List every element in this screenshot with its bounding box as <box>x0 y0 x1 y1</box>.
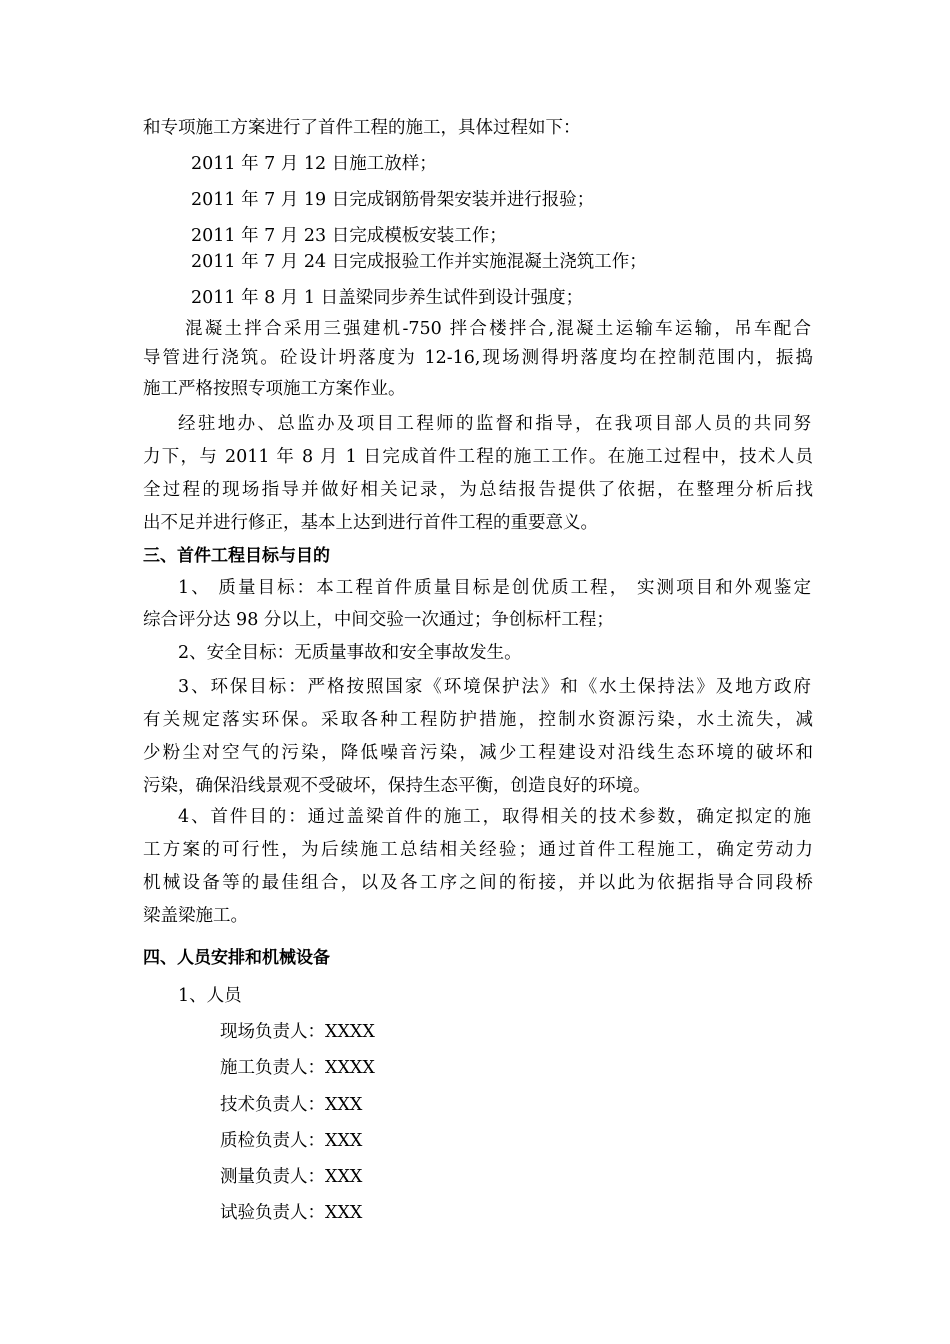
timeline-item: 2011 年 7 月 24 日完成报验工作并实施混凝土浇筑工作； <box>191 252 647 272</box>
personnel-item: 现场负责人：XXXX <box>220 1022 375 1042</box>
paragraph-line: 出不足并进行修正，基本上达到进行首件工程的重要意义。 <box>143 513 598 533</box>
personnel-item: 测量负责人：XXX <box>220 1167 363 1187</box>
subsection-title: 1、人员 <box>178 986 242 1006</box>
timeline-item: 2011 年 7 月 19 日完成钢筋骨架安装并进行报验； <box>191 190 595 210</box>
paragraph-line: 施工严格按照专项施工方案作业。 <box>143 379 406 399</box>
paragraph-line: 经驻地办、总监办及项目工程师的监督和指导，在我项目部人员的共同努 <box>178 414 811 434</box>
personnel-item: 技术负责人：XXX <box>220 1095 363 1115</box>
personnel-item: 试验负责人：XXX <box>220 1203 363 1223</box>
paragraph-line: 4、首件目的：通过盖梁首件的施工，取得相关的技术参数，确定拟定的施 <box>178 807 811 827</box>
section-heading: 三、首件工程目标与目的 <box>143 546 330 566</box>
paragraph-line: 有关规定落实环保。采取各种工程防护措施，控制水资源污染，水土流失，减 <box>143 710 813 730</box>
paragraph-line: 机械设备等的最佳组合，以及各工序之间的衔接，并以此为依据指导合同段桥 <box>143 873 813 893</box>
paragraph-line: 导管进行浇筑。砼设计坍落度为 12-16,现场测得坍落度均在控制范围内，振捣 <box>143 348 813 368</box>
paragraph-line: 3、环保目标：严格按照国家《环境保护法》和《水土保持法》及地方政府 <box>178 677 811 697</box>
timeline-item: 2011 年 7 月 23 日完成模板安装工作； <box>191 226 507 246</box>
paragraph-line: 污染，确保沿线景观不受破坏，保持生态平衡，创造良好的环境。 <box>143 776 651 796</box>
timeline-item: 2011 年 7 月 12 日施工放样； <box>191 154 437 174</box>
paragraph-line: 1、 质量目标：本工程首件质量目标是创优质工程， 实测项目和外观鉴定 <box>178 578 811 598</box>
paragraph-line: 全过程的现场指导并做好相关记录，为总结报告提供了依据，在整理分析后找 <box>143 480 813 500</box>
paragraph-line: 少粉尘对空气的污染，降低噪音污染，减少工程建设对沿线生态环境的破坏和 <box>143 743 813 763</box>
paragraph-line: 综合评分达 98 分以上，中间交验一次通过；争创标杆工程； <box>143 610 614 630</box>
paragraph-line: 梁盖梁施工。 <box>143 906 248 926</box>
paragraph-line: 力下，与 2011 年 8 月 1 日完成首件工程的施工工作。在施工过程中，技术人员 <box>143 447 813 467</box>
paragraph-line: 工方案的可行性，为后续施工总结相关经验；通过首件工程施工，确定劳动力 <box>143 840 813 860</box>
section-heading: 四、人员安排和机械设备 <box>143 948 330 968</box>
intro-line: 和专项施工方案进行了首件工程的施工，具体过程如下： <box>143 118 581 138</box>
paragraph-line: 2、安全目标：无质量事故和安全事故发生。 <box>178 643 522 663</box>
timeline-item: 2011 年 8 月 1 日盖梁同步养生试件到设计强度； <box>191 288 584 308</box>
paragraph-line: 混凝土拌合采用三强建机-750 拌合楼拌合,混凝土运输车运输，吊车配合 <box>185 319 811 339</box>
personnel-item: 施工负责人：XXXX <box>220 1058 375 1078</box>
personnel-item: 质检负责人：XXX <box>220 1131 363 1151</box>
